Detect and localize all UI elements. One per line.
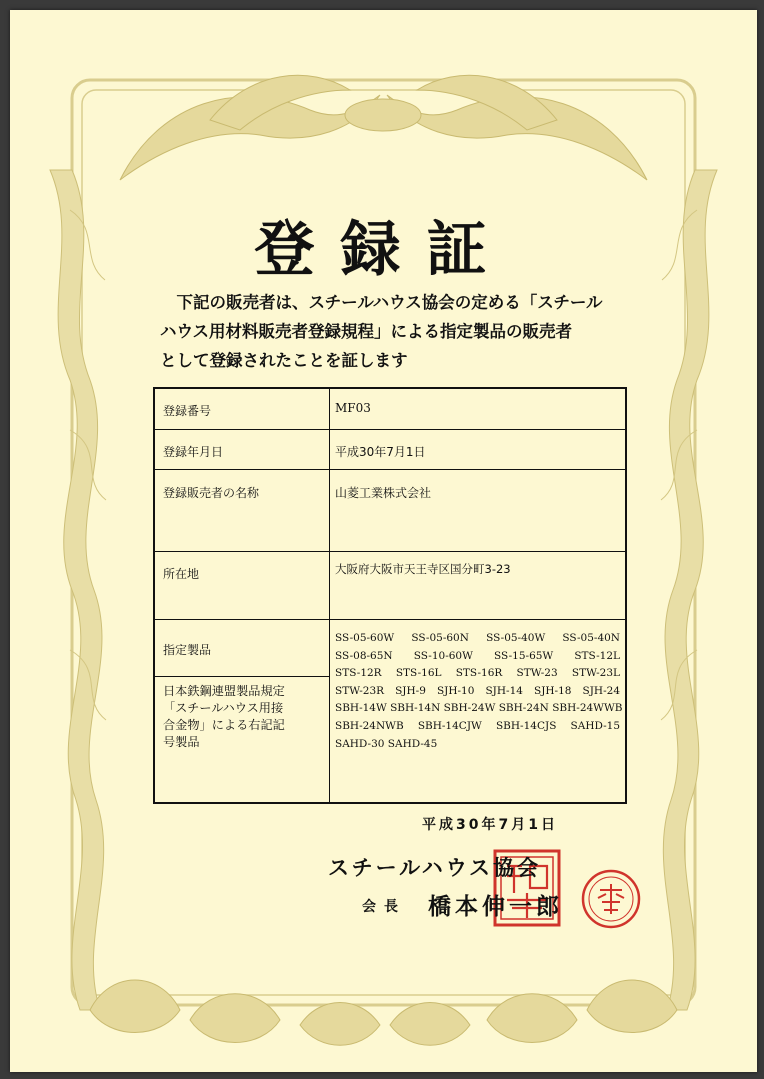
- president-name: 橋本伸一郎: [428, 893, 563, 920]
- registration-date: 平成30年7月1日: [335, 445, 426, 459]
- certificate-title: 登録証: [254, 215, 513, 285]
- registration-table: [153, 387, 627, 804]
- certificate-intro: [160, 288, 630, 375]
- association-name: スチールハウス協会: [328, 855, 542, 880]
- seller-name-label: 登録販売者の名称: [163, 486, 260, 500]
- products-label: 指定製品: [163, 643, 212, 657]
- row-divider: [155, 469, 625, 470]
- product-line: SAHD-30 SAHD-45: [335, 737, 438, 750]
- note-line: 日本鉄鋼連盟製品規定: [163, 684, 285, 698]
- president-seal: [580, 868, 642, 930]
- product-line: STW-23R SJH-9 SJH-10 SJH-14 SJH-18 SJH-24: [335, 684, 620, 697]
- column-divider: [329, 389, 330, 802]
- row-divider: [155, 551, 625, 552]
- note-line: 合金物」による右記記: [163, 718, 285, 732]
- note-line: 号製品: [163, 735, 200, 749]
- registration-number: MF03: [335, 401, 371, 415]
- certificate-sheet: [10, 10, 757, 1072]
- products-note: [163, 683, 323, 751]
- issue-date: 平成30年7月1日: [422, 817, 558, 833]
- intro-line: として登録されたことを証します: [160, 351, 408, 370]
- product-codes: [335, 630, 623, 753]
- seller-name: 山菱工業株式会社: [335, 486, 432, 500]
- row-divider: [155, 676, 329, 677]
- product-line: SS-05-60W SS-05-60N SS-05-40W SS-05-40N: [335, 632, 620, 644]
- row-divider: [155, 429, 625, 430]
- row-divider: [155, 619, 625, 620]
- product-line: STS-12R STS-16L STS-16R STW-23 STW-23L: [335, 667, 620, 680]
- product-line: SBH-24NWB SBH-14CJW SBH-14CJS SAHD-15: [335, 719, 620, 732]
- registration-date-label: 登録年月日: [163, 445, 224, 459]
- product-line: SBH-14W SBH-14N SBH-24W SBH-24N SBH-24WWB: [335, 702, 623, 715]
- product-line: SS-08-65N SS-10-60W SS-15-65W STS-12L: [335, 649, 620, 662]
- intro-line: 下記の販売者は、スチールハウス協会の定める「スチール: [160, 293, 603, 312]
- note-line: 「スチールハウス用接: [163, 701, 284, 715]
- intro-line: ハウス用材料販売者登録規程」による指定製品の販売者: [160, 322, 573, 341]
- registration-number-label: 登録番号: [163, 404, 212, 418]
- address: 大阪府大阪市天王寺区国分町3-23: [335, 562, 511, 576]
- address-label: 所在地: [163, 567, 200, 581]
- president-title: 会長: [362, 899, 406, 915]
